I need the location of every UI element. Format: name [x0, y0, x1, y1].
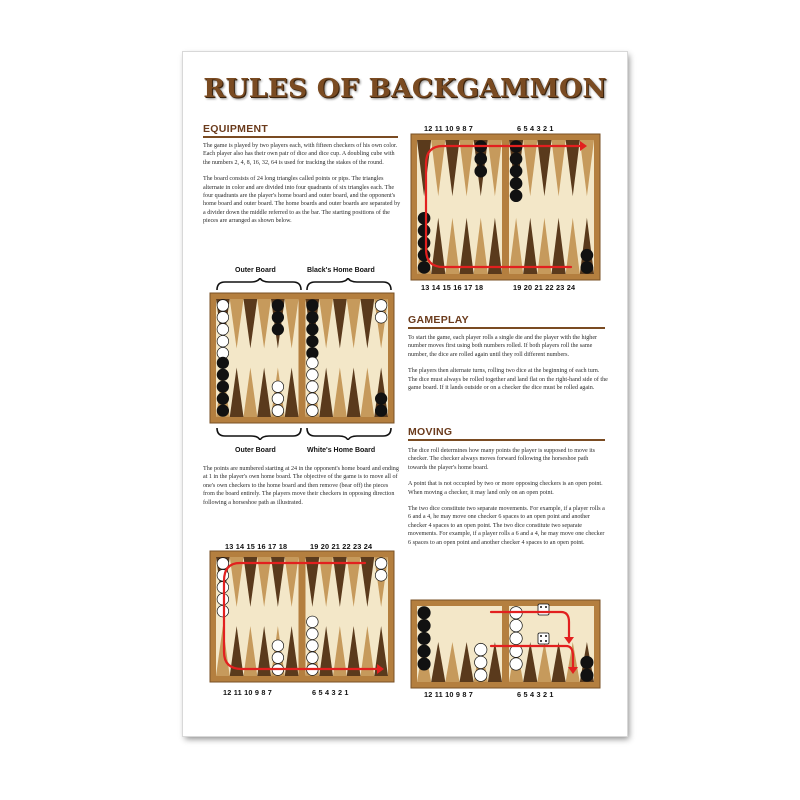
gameplay-heading: GAMEPLAY — [408, 314, 469, 326]
numbers-12-7-bottom: 12 11 10 9 8 7 — [424, 690, 474, 699]
die — [538, 633, 549, 644]
die-pip — [545, 640, 547, 642]
checker — [307, 628, 319, 640]
checker — [510, 632, 522, 644]
gameplay-para-2: The players then alternate turns, rolling two dice at the beginning of each turn. The dice must always be rolled together and land flat on the right-hand side of the game board. If it lands outside or on a checker the dice must be rolled again. — [408, 368, 608, 392]
checker — [375, 405, 387, 417]
checker — [418, 212, 430, 224]
label-outer-board-top: Outer Board — [235, 267, 276, 274]
numbers-6-1: 6 5 4 3 2 1 — [312, 688, 349, 697]
checker — [475, 165, 487, 177]
checker — [475, 643, 487, 655]
checker — [510, 153, 522, 165]
checker — [217, 357, 229, 369]
checker — [272, 640, 284, 652]
moving-para-1: The dice roll determines how many points the player is supposed to move its checker. The checker always moves forward following the horseshoe path towards the player's home board. — [408, 448, 596, 471]
die-pip — [540, 640, 542, 642]
equipment-para-1: The game is played by two players each, with fifteen checkers of his own color. Each player also has their own pair of dice and dice cup. A doubling cube with the numbers 2, 4, 8, 16, 32, 64 is used for tracking the stakes of the round. — [203, 143, 398, 166]
checker — [418, 619, 430, 631]
checker — [307, 335, 319, 347]
checker — [217, 312, 229, 324]
checker — [272, 381, 284, 393]
checker — [272, 393, 284, 405]
gameplay-para-1: To start the game, each player rolls a single die and the player with the higher number moves first using both numbers rolled. If both players roll the same number, the dice are rolled again until they roll different numbers. — [408, 335, 598, 358]
equipment-text — [203, 142, 401, 226]
checker — [418, 607, 430, 619]
numbers-6-1-bottom: 6 5 4 3 2 1 — [517, 690, 554, 699]
moving-divider — [408, 439, 605, 441]
checker — [418, 237, 430, 249]
checker — [375, 570, 387, 582]
checker — [217, 582, 229, 594]
gameplay-divider — [408, 327, 605, 329]
equipment-divider — [203, 136, 398, 138]
checker — [217, 381, 229, 393]
braces-bottom — [213, 426, 393, 440]
checker — [375, 312, 387, 324]
checker — [307, 312, 319, 324]
numbers-12-7: 12 11 10 9 8 7 — [223, 688, 273, 697]
checker — [581, 656, 593, 668]
label-outer-board-bottom: Outer Board — [235, 447, 276, 454]
board-half — [509, 606, 594, 682]
checker — [217, 570, 229, 582]
checker — [510, 658, 522, 670]
checker — [307, 369, 319, 381]
black-horseshoe-board — [411, 134, 600, 280]
numbers-13-18: 13 14 15 16 17 18 — [225, 542, 288, 551]
braces-top — [213, 278, 393, 292]
checker — [307, 300, 319, 312]
poster-title: RULES OF BACKGAMMON — [203, 73, 607, 104]
equipment-heading: EQUIPMENT — [203, 123, 269, 135]
checker — [217, 335, 229, 347]
points-text: The points are numbered starting at 24 in the opponent's home board and ending at 1 in the player's own home board. The objective of the game is to move all of one's own checkers to the home board and then remove (bear off) the pieces from the board entirely. The players move their checkers in opposing direction following a horseshoe path as illustrated. — [203, 466, 399, 506]
die — [538, 604, 549, 615]
checker — [217, 393, 229, 405]
starting-position-board — [210, 293, 394, 423]
moving-para-3: The two dice constitute two separate movements. For example, if a player rolls a 6 and a 4, he may move one checker 6 spaces to an open point and another checker 4 spaces to an open point. The two dice constitute two separate movements. For example, if a player rolls a 6 and a 4, he may move one checker 6 spaces to an open point and another checker 4 spaces to an open point. — [408, 506, 605, 546]
equipment-para-2: The board consists of 24 long triangles called points or pips. The triangles alternate in color and are divided into four quadrants of six triangles each. The four quadrants are the player's home board and outer board, and the opponent's home board and outer board. The home boards and outer boards are separated by a divider down the middle referred to as the bar. The starting positions of the pieces are arranged as shown below. — [203, 176, 401, 225]
numbers-19-24-top: 19 20 21 22 23 24 — [513, 283, 576, 292]
checker — [475, 656, 487, 668]
checker — [510, 619, 522, 631]
label-white-home-board: White's Home Board — [307, 447, 376, 454]
checker — [510, 178, 522, 190]
checker — [217, 605, 229, 617]
die-pip — [545, 635, 547, 637]
label-black-home-board: Black's Home Board — [307, 267, 375, 274]
board-half — [417, 606, 502, 682]
checker — [272, 652, 284, 664]
checker — [510, 165, 522, 177]
checker — [418, 262, 430, 274]
moving-example-board — [411, 600, 600, 688]
checker — [307, 616, 319, 628]
numbers-19-24: 19 20 21 22 23 24 — [310, 542, 373, 551]
checker — [510, 190, 522, 202]
gameplay-text — [408, 334, 608, 392]
die-pip — [540, 606, 542, 608]
checker — [307, 652, 319, 664]
checker — [307, 393, 319, 405]
checker — [375, 300, 387, 312]
moving-text — [408, 447, 608, 547]
checker — [581, 249, 593, 261]
checker — [272, 405, 284, 417]
white-horseshoe-board — [210, 551, 394, 682]
checker — [475, 669, 487, 681]
checker — [375, 558, 387, 570]
numbers-12-7-top: 12 11 10 9 8 7 — [424, 124, 474, 133]
die-pip — [540, 635, 542, 637]
numbers-6-1-top: 6 5 4 3 2 1 — [517, 124, 554, 133]
checker — [307, 324, 319, 336]
checker — [375, 393, 387, 405]
checker — [217, 324, 229, 336]
checker — [581, 669, 593, 681]
checker — [217, 300, 229, 312]
checker — [217, 405, 229, 417]
checker — [581, 262, 593, 274]
checker — [475, 153, 487, 165]
checker — [272, 312, 284, 324]
checker — [307, 405, 319, 417]
numbers-13-18-top: 13 14 15 16 17 18 — [421, 283, 484, 292]
rules-poster — [183, 52, 627, 736]
checker — [217, 369, 229, 381]
die-pip — [545, 606, 547, 608]
checker — [272, 300, 284, 312]
checker — [307, 640, 319, 652]
moving-heading: MOVING — [408, 426, 453, 438]
checker — [418, 632, 430, 644]
checker — [272, 324, 284, 336]
checker — [418, 645, 430, 657]
checker — [418, 658, 430, 670]
checker — [418, 225, 430, 237]
checker — [307, 381, 319, 393]
moving-para-2: A point that is not occupied by two or more opposing checkers is an open point. When moving a checker, it may land only on an open point. — [408, 481, 603, 496]
checker — [217, 593, 229, 605]
checker — [307, 357, 319, 369]
